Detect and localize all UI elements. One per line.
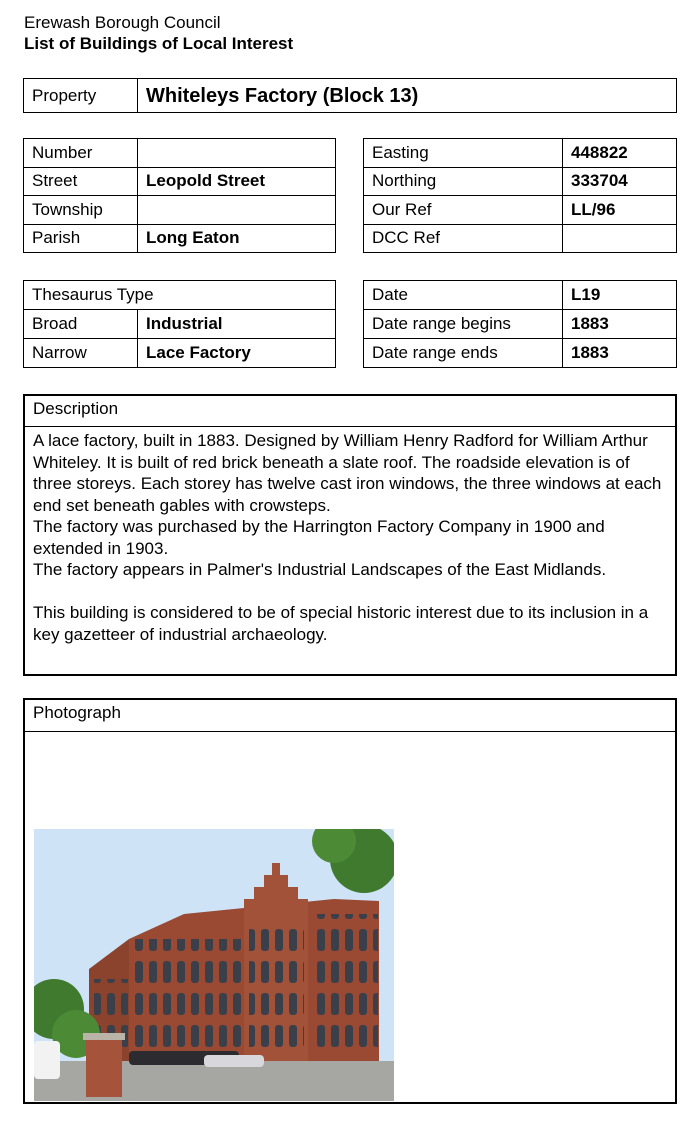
photograph-label: Photograph bbox=[25, 700, 675, 732]
location-label: Street bbox=[24, 167, 138, 196]
dates-table bbox=[363, 280, 677, 368]
date-value: 1883 bbox=[563, 310, 677, 339]
date-value: 1883 bbox=[563, 339, 677, 368]
location-value bbox=[138, 196, 336, 225]
location-value: Leopold Street bbox=[138, 167, 336, 196]
thesaurus-label: Narrow bbox=[24, 339, 138, 368]
grid-ref-label: Easting bbox=[364, 139, 563, 168]
pillar-cap bbox=[83, 1033, 125, 1040]
location-label: Parish bbox=[24, 224, 138, 253]
description-body bbox=[25, 427, 675, 648]
grid-ref-table bbox=[363, 138, 677, 253]
photograph-box bbox=[23, 698, 677, 1104]
window-grid bbox=[134, 939, 244, 1049]
location-value bbox=[138, 139, 336, 168]
list-title: List of Buildings of Local Interest bbox=[24, 34, 294, 53]
thesaurus-heading: Thesaurus Type bbox=[24, 281, 336, 310]
brick-pillar bbox=[86, 1037, 122, 1097]
document-header bbox=[24, 12, 293, 54]
gable-windows bbox=[249, 919, 304, 1049]
grid-ref-value: LL/96 bbox=[563, 196, 677, 225]
thesaurus-value: Lace Factory bbox=[138, 339, 336, 368]
property-label: Property bbox=[24, 79, 138, 113]
description-paragraph: The factory appears in Palmer's Industrial Landscapes of the East Midlands. bbox=[33, 560, 607, 579]
date-label: Date range begins bbox=[364, 310, 563, 339]
description-label: Description bbox=[25, 396, 675, 427]
grid-ref-value: 333704 bbox=[563, 167, 677, 196]
grid-ref-label: Northing bbox=[364, 167, 563, 196]
van bbox=[34, 1041, 60, 1079]
thesaurus-label: Broad bbox=[24, 310, 138, 339]
date-value: L19 bbox=[563, 281, 677, 310]
location-table bbox=[23, 138, 336, 253]
description-paragraph: A lace factory, built in 1883. Designed by William Henry Radford for William Arthur Whiteley. It is built of red brick beneath a slate roof. The roadside elevation is of three storeys. Each storey has twelve cast iron windows, the three windows at each end set beneath gables with crowsteps. bbox=[33, 431, 662, 515]
grid-ref-value bbox=[563, 224, 677, 253]
window-grid bbox=[312, 914, 378, 1049]
thesaurus-table bbox=[23, 280, 336, 368]
grid-ref-value: 448822 bbox=[563, 139, 677, 168]
property-value: Whiteleys Factory (Block 13) bbox=[138, 79, 677, 113]
property-table bbox=[23, 78, 677, 113]
grid-ref-label: DCC Ref bbox=[364, 224, 563, 253]
grid-ref-label: Our Ref bbox=[364, 196, 563, 225]
location-label: Number bbox=[24, 139, 138, 168]
description-box bbox=[23, 394, 677, 676]
date-label: Date range ends bbox=[364, 339, 563, 368]
location-value: Long Eaton bbox=[138, 224, 336, 253]
location-label: Township bbox=[24, 196, 138, 225]
description-paragraph: This building is considered to be of special historic interest due to its inclusion in a key gazetteer of industrial archaeology. bbox=[33, 603, 649, 644]
thesaurus-value: Industrial bbox=[138, 310, 336, 339]
factory-photo bbox=[34, 829, 394, 1101]
date-label: Date bbox=[364, 281, 563, 310]
description-paragraph: The factory was purchased by the Harrington Factory Company in 1900 and extended in 1903. bbox=[33, 517, 605, 558]
parked-car bbox=[204, 1055, 264, 1067]
council-name: Erewash Borough Council bbox=[24, 13, 221, 32]
